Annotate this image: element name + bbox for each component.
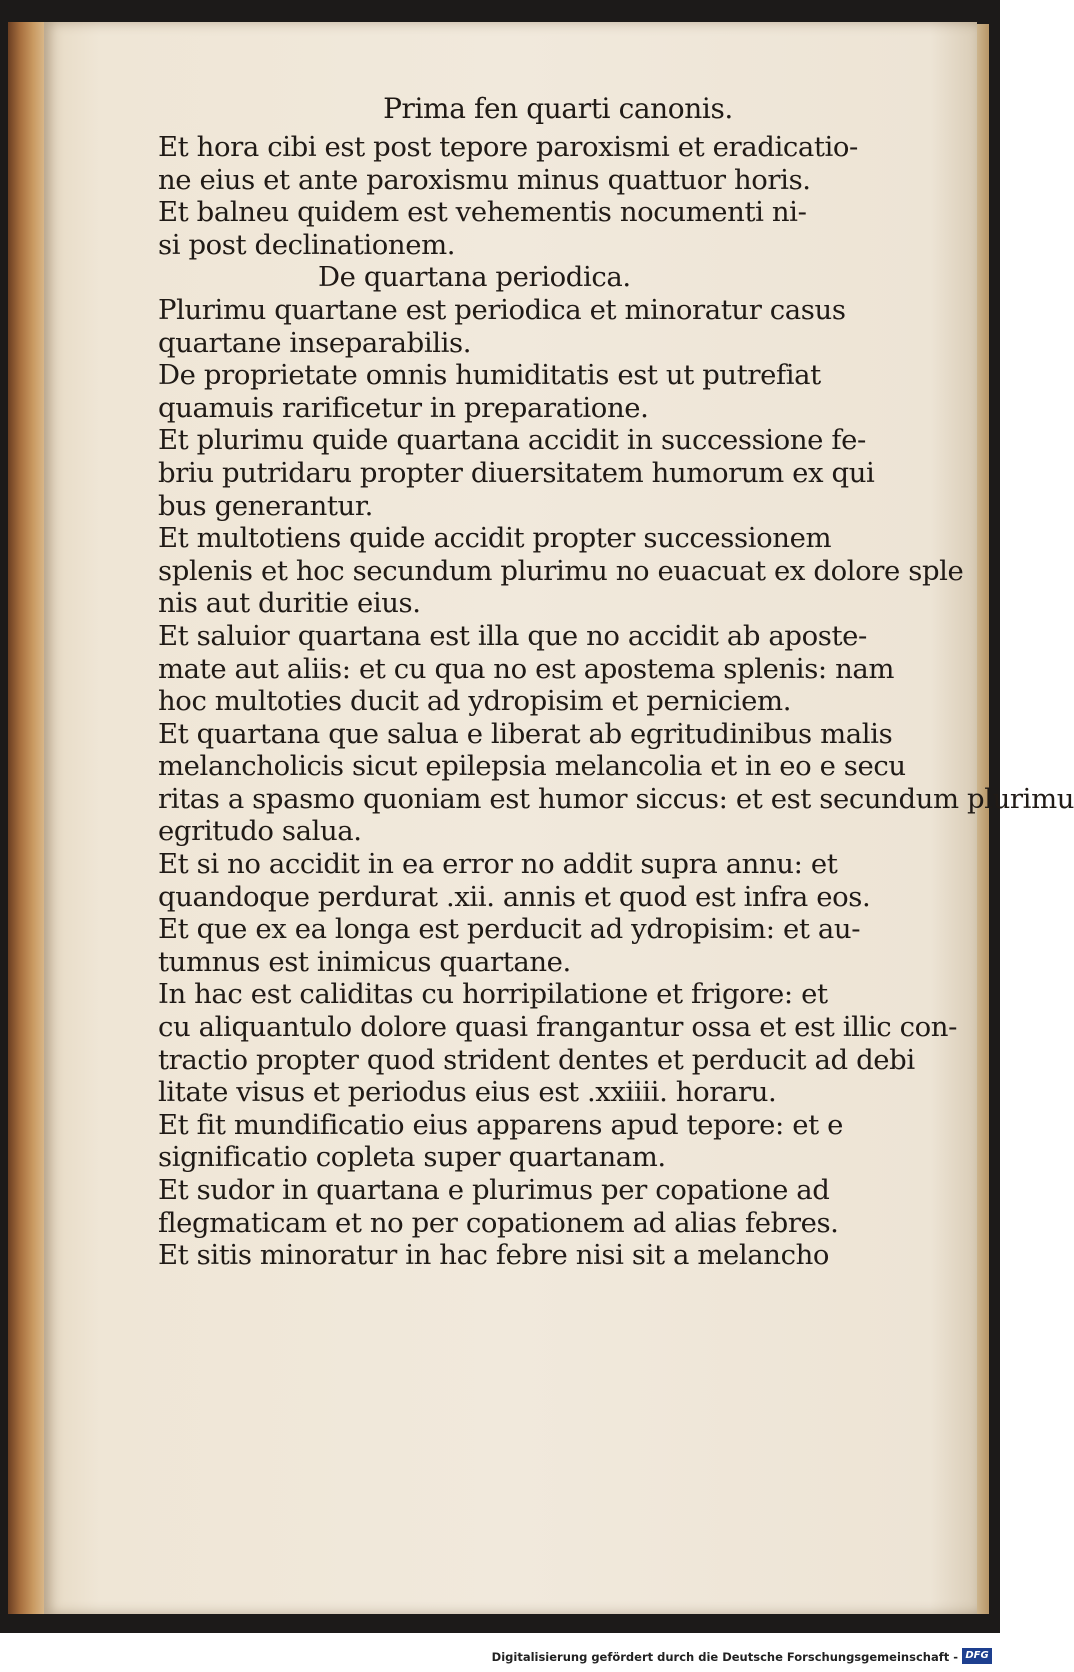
- text-line: [158, 164, 918, 197]
- line-text: bus generantur.: [158, 489, 373, 522]
- text-line: [158, 1141, 918, 1174]
- line-text: quandoque perdurat .xii. annis et quod est infra eos.: [158, 880, 871, 913]
- book-binding: [8, 22, 44, 1614]
- line-text: flegmaticam et no per copationem ad alias febres.: [158, 1206, 839, 1239]
- text-line: [158, 1174, 918, 1207]
- line-text: quartane inseparabilis.: [158, 326, 472, 359]
- line-text: si post declinationem.: [158, 228, 456, 261]
- text-line: [158, 261, 918, 294]
- funding-note: Digitalisierung gefördert durch die Deutsche Forschungsgemeinschaft -: [491, 1650, 958, 1664]
- text-line: [158, 1076, 918, 1109]
- text-line: [158, 848, 918, 881]
- line-text: Et sitis minoratur in hac febre nisi sit a melancho: [158, 1239, 830, 1272]
- text-line: [158, 1044, 918, 1077]
- text-line: [158, 554, 964, 588]
- line-text: cu aliquantulo dolore quasi frangantur ossa et est illic con-: [158, 1011, 957, 1044]
- line-text: Et quartana que salua e liberat ab egritudinibus malis: [158, 717, 893, 750]
- line-text: Plurimu quartane est periodica et minoratur casus: [158, 293, 846, 326]
- text-line: [158, 620, 918, 653]
- line-text: tractio propter quod strident dentes et perducit ad debi: [158, 1043, 915, 1076]
- line-text: Et balneu quidem est vehementis nocumenti ni-: [158, 196, 807, 229]
- line-text: ne eius et ante paroxismu minus quattuor horis.: [158, 163, 811, 196]
- text-line: [158, 359, 918, 392]
- text-line: [158, 424, 918, 457]
- line-text: nis aut duritie eius.: [158, 587, 421, 620]
- text-line: [158, 131, 918, 164]
- text-line: [158, 1239, 918, 1272]
- line-text: De quartana periodica.: [318, 261, 631, 294]
- line-text: Et hora cibi est post tepore paroxismi et eradicatio-: [158, 131, 858, 163]
- line-text: Et sudor in quartana e plurimus per copatione ad: [158, 1174, 830, 1206]
- line-text: melancholicis sicut epilepsia melancolia et in eo e secu: [158, 750, 906, 783]
- text-line: [158, 1109, 918, 1142]
- text-line: [158, 946, 918, 979]
- running-head: Prima fen quarti canonis.: [383, 92, 733, 125]
- text-line: [158, 522, 918, 555]
- text-line: [158, 978, 918, 1011]
- line-text: hoc multoties ducit ad ydropisim et perniciem.: [158, 685, 792, 718]
- text-line: [158, 718, 918, 751]
- text-line: [158, 1011, 957, 1044]
- footer-bar: [0, 1633, 1000, 1672]
- page-edge: [977, 24, 989, 1614]
- text-line: [158, 1207, 918, 1240]
- line-text: egritudo salua.: [158, 815, 362, 848]
- text-line: [158, 457, 918, 490]
- line-text: ritas a spasmo quoniam est humor siccus: et est secundum plurimu: [158, 782, 1074, 815]
- page-text: [158, 92, 1074, 1272]
- line-text: briu putridaru propter diuersitatem humorum ex qui: [158, 456, 875, 489]
- line-text: In hac est caliditas cu horripilatione et frigore: et: [158, 978, 828, 1011]
- line-text: Et que ex ea longa est perducit ad ydropisim: et au-: [158, 913, 861, 946]
- line-text: Et plurimu quide quartana accidit in successione fe-: [158, 424, 866, 457]
- line-text: litate visus et periodus eius est .xxiiii. horaru.: [158, 1076, 777, 1109]
- text-line: [158, 815, 918, 848]
- line-text: Et si no accidit in ea error no addit supra annu: et: [158, 848, 838, 881]
- line-text: tumnus est inimicus quartane.: [158, 945, 571, 978]
- text-line: [158, 327, 918, 360]
- text-line: [158, 913, 918, 946]
- text-line: [158, 490, 918, 523]
- text-lines: [158, 131, 1074, 1272]
- line-text: Et fit mundificatio eius apparens apud tepore: et e: [158, 1108, 843, 1141]
- line-text: quamuis rarificetur in preparatione.: [158, 391, 649, 424]
- line-text: Et saluior quartana est illa que no accidit ab aposte-: [158, 619, 867, 652]
- dfg-logo-icon: DFG: [962, 1648, 992, 1664]
- text-line: [158, 392, 918, 425]
- line-text: significatio copleta super quartanam.: [158, 1141, 666, 1174]
- line-text: mate aut aliis: et cu qua no est apostema splenis: nam: [158, 652, 895, 685]
- text-line: [158, 653, 918, 686]
- text-line: [158, 196, 918, 229]
- text-line: [158, 587, 918, 620]
- text-line: [158, 881, 918, 914]
- text-line: [158, 294, 918, 327]
- text-line: [158, 685, 918, 718]
- text-line: [158, 750, 918, 783]
- line-text: De proprietate omnis humiditatis est ut putrefiat: [158, 359, 821, 392]
- line-text: splenis et hoc secundum plurimu no euacuat ex dolore sple: [158, 554, 964, 587]
- line-text: Et multotiens quide accidit propter successionem: [158, 522, 832, 555]
- text-line: [158, 229, 918, 262]
- text-line: [158, 782, 1074, 816]
